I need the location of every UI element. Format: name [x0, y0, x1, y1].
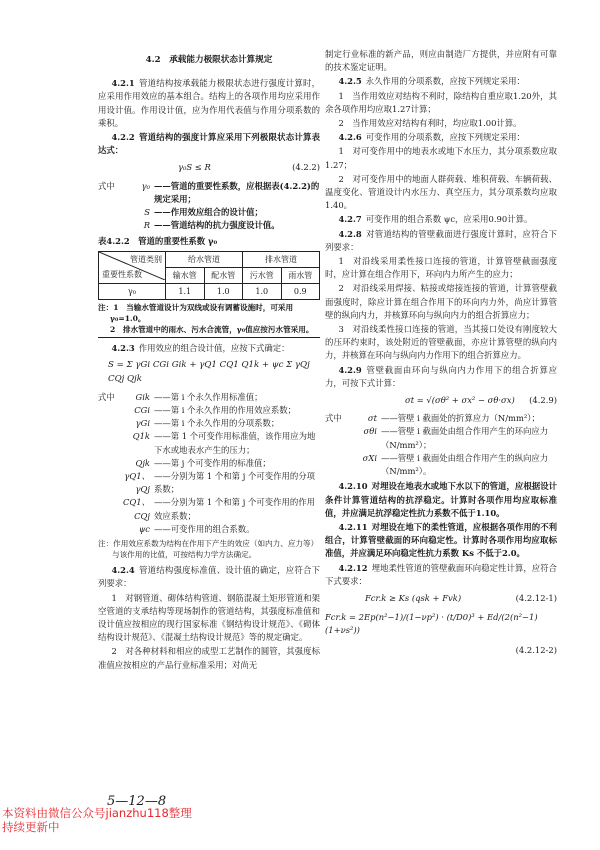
clause-4-2-3: 4.2.3 作用效应的组合设计值，应按下式确定：	[111, 343, 290, 354]
definition-row: γQ1、γQj ——分别为第 1 个和第 j 个可变作用的分项系数；	[124, 471, 315, 495]
definition-row: CQ1、CQj ——分别为第 1 个和第 j 个可变作用的作用效应系数；	[123, 497, 315, 521]
definition-row: CGi ——第 i 个永久作用的作用效应系数；	[134, 405, 297, 416]
table-sub-header: 雨水管	[281, 267, 320, 283]
table-cell: 1.0	[243, 284, 282, 300]
table-sub-header: 配水管	[204, 267, 243, 283]
clause-4-2-9: 4.2.9 管壁截面由环向与纵向内力作用下的组合折算应力，可按下式计算：	[325, 364, 557, 388]
definition-row: 式中 Gik ——第 i 个永久作用标准值；	[98, 391, 263, 402]
equation-4-2-2: γ₀S ≤ R (4.2.2)	[178, 162, 320, 173]
table-cell: 0.9	[281, 284, 320, 300]
clause-4-2-7: 4.2.7 可变作用的组合系数 ψc，应采用0.90计算。	[338, 214, 533, 225]
section-title: 4.2 承载能力极限状态计算规定	[145, 55, 273, 65]
importance-factor-table	[98, 251, 320, 301]
left-column	[98, 46, 320, 673]
table-notes: 注：1 当输水管道设计为双线或设有调蓄设施时，可采用 γ₀=1.0。 2 排水管道中的雨水、污水合流管，γ₀值应按污水管采用。	[98, 302, 320, 338]
clause-4-2-4-item-2: 2 对各种材料和相应的成型工艺制作的圆管，其强度标准值应按相应的产品行业标准采用；对尚无	[98, 646, 320, 670]
definitions-4-2-3	[98, 391, 320, 536]
clause-4-2-6: 4.2.6 可变作用的分项系数，应按下列规定采用：	[338, 132, 525, 143]
clause-4-2-5: 4.2.5 永久作用的分项系数，应按下列规定采用：	[338, 76, 525, 87]
definitions-4-2-9	[325, 412, 557, 478]
equation-4-2-9: σt = √(σθ² + σx² − σθ·σx) (4.2.9)	[405, 395, 557, 406]
clause-4-2-4-item-1: 1 对钢管道、砌体结构管道、钢筋混凝土矩形管道和架空管道的支承结构等现场制作的管道结构，其强度标准值和设计值应按相应的现行国家标准《钢结构设计规范》、《砌体结构设计规范》、《混凝土结构设计规范》等的规定确定。	[98, 592, 320, 643]
definition-row: R ——管道结构的抗力强度设计值。	[143, 220, 280, 231]
clause-4-2-1: 4.2.1 管道结构按承载能力极限状态进行强度计算时，应采用作用效应的基本组合。结构上的各项作用均应采用作用设计值。作用设计值，应为作用代表值与作用分项系数的乘积。	[98, 78, 320, 128]
clause-4-2-4: 4.2.4 管道结构强度标准值、设计值的确定，应符合下列要求：	[98, 565, 320, 589]
definition-row: 式中 γ₀ ——管道的重要性系数，应根据表(4.2.2)的规定采用；	[98, 180, 320, 204]
definition-row: Qjk ——第 j 个可变作用的标准值；	[135, 457, 271, 468]
clause-4-2-12: 4.2.12 埋地柔性管道的管壁截面环向稳定性计算，应符合下式要求：	[325, 562, 557, 586]
clause-4-2-6-item-1: 1 对可变作用中的地表水或地下水压力，其分项系数应取1.27；	[325, 146, 557, 170]
definition-row: 式中 σt ——管壁 i 截面处的折算应力（N/mm²）；	[325, 413, 540, 424]
clause-4-2-10: 4.2.10 对埋设在地表水或地下水以下的管道，应根据设计条件计算管道结构的抗浮稳定。计算时各项作用均应取标准值，并应满足抗浮稳定性抗力系数不低于1.10。	[325, 481, 557, 518]
clause-4-2-11: 4.2.11 对埋设在地下的柔性管道，应根据各项作用的不利组合，计算管壁截面的环向稳定性。计算时各项作用均应取标准值，并应满足环向稳定性抗力系数 Ks 不低于2.0。	[325, 521, 557, 559]
definitions-4-2-2	[98, 180, 320, 233]
table-group-header: 给水管道	[166, 251, 243, 267]
definition-row: Q1k ——第 1 个可变作用标准值，该作用应为地下水或地表水产生的压力；	[132, 431, 316, 455]
table-corner-cell: 管道类别 重要性系数	[99, 251, 166, 283]
definition-row: σXi ——管壁 i 截面处由组合作用产生的纵向应力（N/mm²）。	[362, 452, 549, 477]
clause-4-2-8: 4.2.8 对管道结构的管壁截面进行强度计算时，应符合下列要求：	[325, 228, 557, 252]
clause-4-2-8-item-3: 3 对沿线柔性接口连接的管道，当其接口处设有刚度较大的压环约束时，该处附近的管壁截面，亦应计算管壁的纵向内力，并核算在环向与纵向内力作用下的组合折算应力。	[325, 324, 557, 361]
definition-row: γGi ——第 i 个永久作用的分项系数；	[135, 418, 280, 429]
note-4-2-3: 注：作用效应系数为结构在作用下产生的效应（如内力、应力等）与该作用的比值，可按结构力学方法确定。	[98, 539, 319, 560]
definition-row: σθi ——管壁 i 截面处由组合作用产生的环向应力（N/mm²）；	[363, 426, 549, 450]
watermark-text	[2, 806, 192, 834]
table-group-header: 排水管道	[243, 251, 320, 267]
equation-4-2-12-1: Fcr.k ≥ Ks (qsk + Fvk) (4.2.12-1)	[365, 592, 557, 603]
definition-row: ψc ——可变作用的组合系数。	[138, 523, 255, 534]
table-caption: 表4.2.2 管道的重要性系数 γ₀	[98, 236, 218, 247]
table-sub-header: 输水管	[166, 267, 205, 283]
clause-4-2-6-item-2: 2 对可变作用中的地面人群荷载、堆积荷载、车辆荷载、温度变化、管道设计内水压力、真空压力，其分项系数均应取1.40。	[325, 173, 557, 211]
table-cell: 1.0	[204, 284, 243, 300]
clause-4-2-2: 4.2.2 管道结构的强度计算应采用下列极限状态计算表达式：	[98, 132, 320, 156]
table-row-label: γ₀	[99, 284, 166, 300]
clause-4-2-8-item-2: 2 对沿线采用焊接、粘接或熔接连接的管道，计算管壁截面强度时，除应计算在组合作用下的环向内力外，尚应计算管壁的纵向内力，并核算环向与纵向内力的组合折算应力；	[325, 283, 557, 320]
table-sub-header: 污水管	[243, 267, 282, 283]
clause-4-2-8-item-1: 1 对沿线采用柔性接口连接的管道，计算管壁截面强度时，应计算在组合作用下，环向内力所产生的应力；	[325, 256, 557, 280]
continued-text: 制定行业标准的新产品，则应由制造厂方提供，并应附有可靠的技术鉴定证明。	[325, 49, 557, 73]
definition-row: S ——作用效应组合的设计值；	[144, 207, 263, 218]
right-column	[325, 48, 557, 660]
page-number: 5—12—8	[107, 794, 167, 809]
equation-4-2-12-2-number: (4.2.12-2)	[515, 644, 557, 655]
watermark-line: 持续更新中	[2, 820, 60, 834]
watermark-line: 本资料由微信公众号jianzhu118整理	[2, 806, 192, 820]
clause-4-2-5-item-2: 2 当作用效应对结构有利时，均应取1.00计算。	[338, 118, 522, 129]
clause-4-2-5-item-1: 1 当作用效应对结构不利时，除结构自重应取1.20外，其余各项作用均应取1.27计算；	[325, 90, 557, 114]
equation-4-2-12-2: Fcr.k = 2Ep(n²−1)/(1−νp²) · (t/D0)³ + Ed/(2(n²−1)(1+νs²))	[325, 612, 538, 636]
equation-4-2-3: S = Σ γGi CGi Gik + γQ1 CQ1 Q1k + ψc Σ γQj CQj Qjk	[108, 360, 310, 384]
table-cell: 1.1	[166, 284, 205, 300]
